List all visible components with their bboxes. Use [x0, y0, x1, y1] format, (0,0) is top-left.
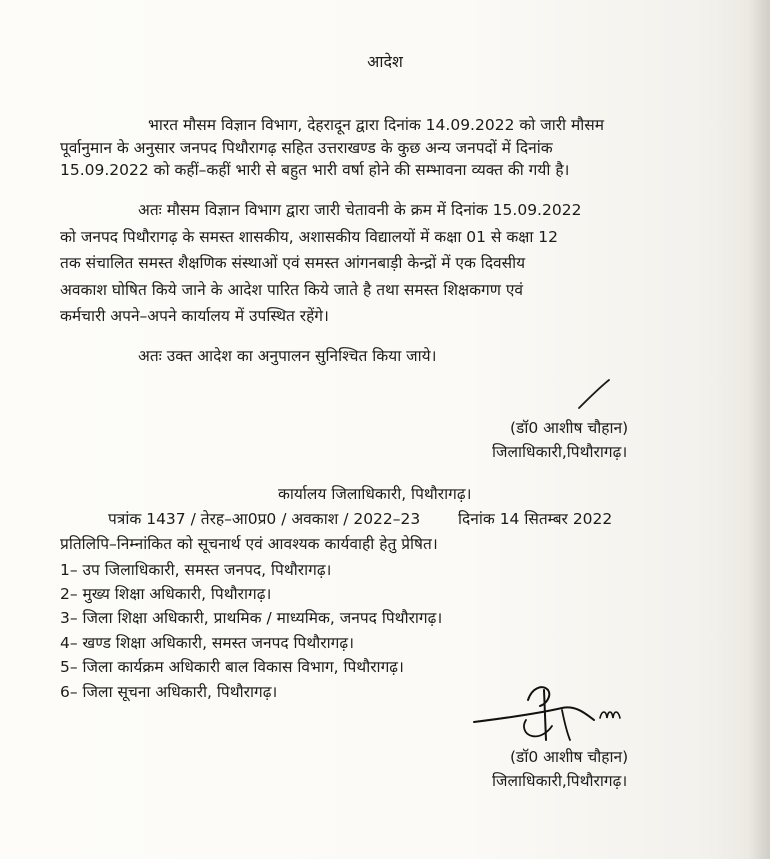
recipient-item: 5– जिला कार्यक्रम अधिकारी बाल विकास विभाग, पिथौरागढ़। — [60, 658, 404, 676]
signatory-name-copy: (डॉ0 आशीष चौहान) — [510, 748, 629, 766]
paper-edge-shadow — [748, 0, 770, 859]
para1-line-1: भारत मौसम विज्ञान विभाग, देहरादून द्वारा दिनांक 14.09.2022 को जारी मौसम — [148, 116, 605, 134]
para1-line-3: 15.09.2022 को कहीं–कहीं भारी से बहुत भारी वर्षा होने की सम्भावना व्यक्त की गयी है। — [60, 161, 570, 179]
handwritten-signature — [466, 680, 636, 750]
order-title: आदेश — [367, 52, 403, 71]
para1-line-2: पूर्वानुमान के अनुसार जनपद पिथौरागढ़ सहित उत्तराखण्ड के कुछ अन्य जनपदों में दिनांक — [60, 139, 553, 157]
recipient-item: 1– उप जिलाधिकारी, समस्त जनपद, पिथौरागढ़। — [60, 561, 332, 579]
recipient-item: 2– मुख्य शिक्षा अधिकारी, पिथौरागढ़। — [60, 585, 272, 603]
para3: अतः उक्त आदेश का अनुपालन सुनिश्चित किया जाये। — [138, 347, 437, 365]
para2-line-3: तक संचालित समस्त शैक्षणिक संस्थाओं एवं समस्त आंगनबाड़ी केन्द्रों में एक दिवसीय — [60, 254, 526, 272]
recipient-item: 4– खण्ड शिक्षा अधिकारी, समस्त जनपद पिथौरागढ़। — [60, 634, 354, 652]
signatory-title-copy: जिलाधिकारी,पिथौरागढ़। — [492, 772, 628, 790]
reference-number: पत्रांक 1437 / तेरह–आ0प्र0 / अवकाश / 2022–23 — [108, 510, 421, 528]
para2-line-2: को जनपद पिथौरागढ़ के समस्त शासकीय, अशासकीय विद्यालयों में कक्षा 01 से कक्षा 12 — [60, 228, 559, 246]
para2-line-1: अतः मौसम विज्ञान विभाग द्वारा जारी चेतावनी के क्रम में दिनांक 15.09.2022 — [138, 201, 582, 219]
signature-mark — [575, 378, 615, 412]
para2-line-4: अवकाश घोषित किये जाने के आदेश पारित किये जाते है तथा समस्त शिक्षकगण एवं — [60, 281, 524, 299]
para2-line-5: कर्मचारी अपने–अपने कार्यालय में उपस्थित रहेंगे। — [60, 307, 329, 325]
signatory-title: जिलाधिकारी,पिथौरागढ़। — [492, 443, 628, 461]
copy-intro: प्रतिलिपि–निम्नांकित को सूचनार्थ एवं आवश्यक कार्यवाही हेतु प्रेषित। — [60, 535, 438, 553]
reference-date: दिनांक 14 सितम्बर 2022 — [458, 510, 613, 528]
office-heading: कार्यालय जिलाधिकारी, पिथौरागढ़। — [278, 485, 472, 503]
recipient-item: 6– जिला सूचना अधिकारी, पिथौरागढ़। — [60, 683, 278, 701]
recipient-item: 3– जिला शिक्षा अधिकारी, प्राथमिक / माध्यमिक, जनपद पिथौरागढ़। — [60, 609, 443, 627]
signatory-name: (डॉ0 आशीष चौहान) — [510, 419, 629, 437]
